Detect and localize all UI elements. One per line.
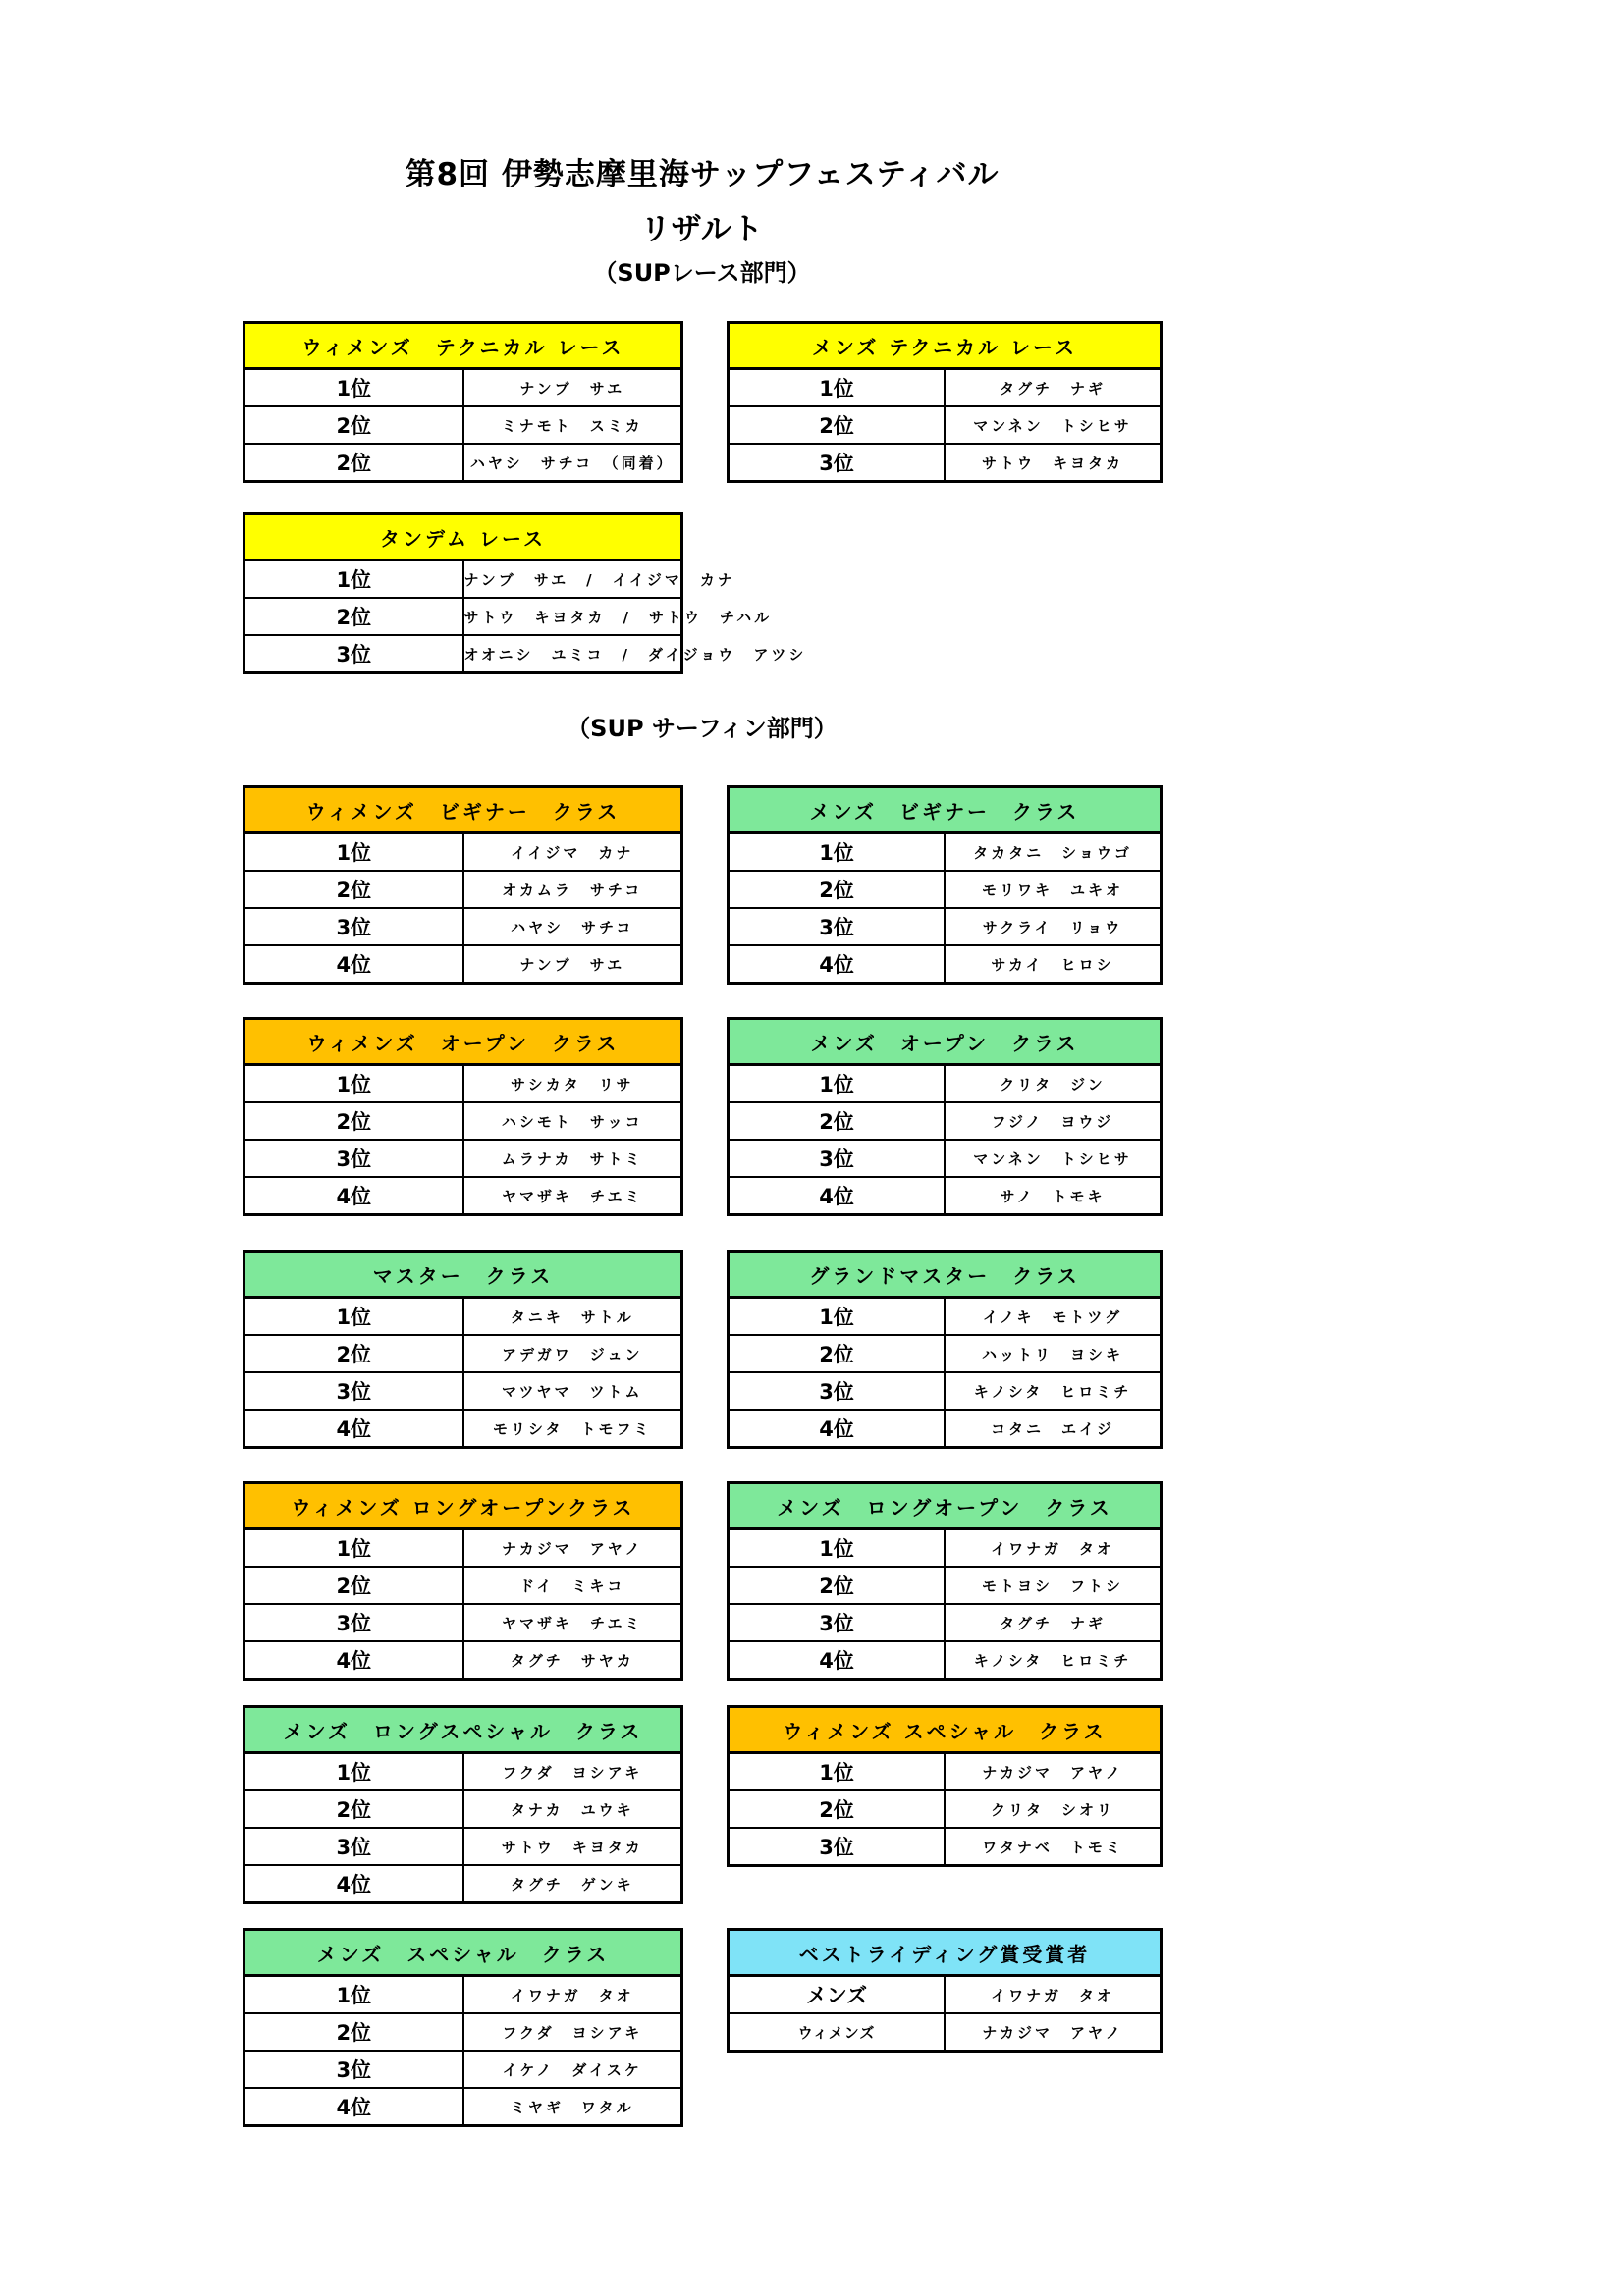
- competitor-name-cell: サトウ キヨタカ / サトウ チハル: [463, 598, 682, 635]
- competitor-name-cell: モトヨシ フトシ: [945, 1567, 1162, 1604]
- table-row: [244, 1641, 682, 1680]
- table-row: [729, 1298, 1162, 1336]
- competitor-name-cell: モリシタ トモフミ: [463, 1410, 682, 1448]
- rank-cell: 1位: [244, 1976, 463, 2014]
- competitor-name-cell: イケノ ダイスケ: [463, 2051, 682, 2088]
- rank-cell: 2位: [244, 2013, 463, 2051]
- competitor-name-cell: ムラナカ サトミ: [463, 1140, 682, 1177]
- rank-cell: 1位: [244, 369, 463, 407]
- competitor-name-cell: イワナガ タオ: [945, 1529, 1162, 1568]
- competitor-name-cell: フクダ ヨシアキ: [463, 2013, 682, 2051]
- table-row: [244, 2051, 682, 2088]
- rank-cell: 2位: [244, 871, 463, 908]
- competitor-name-cell: キノシタ ヒロミチ: [945, 1641, 1162, 1680]
- table-row: [729, 1529, 1162, 1568]
- rank-cell: 4位: [244, 2088, 463, 2126]
- rank-cell: 2位: [244, 444, 463, 482]
- table-header-title: ベストライディング賞受賞者: [729, 1930, 1162, 1976]
- table-header-title: グランドマスター クラス: [729, 1252, 1162, 1298]
- rank-cell: ウィメンズ: [729, 2013, 946, 2052]
- rank-cell: 2位: [244, 1335, 463, 1372]
- rank-cell: 4位: [729, 1177, 946, 1215]
- rank-cell: 2位: [244, 1102, 463, 1140]
- competitor-name-cell: オカムラ サチコ: [463, 871, 682, 908]
- results-table-tandem-race: [243, 512, 807, 674]
- competitor-name-cell: タニキ サトル: [463, 1298, 682, 1336]
- table-header-title: マスター クラス: [244, 1252, 682, 1298]
- rank-cell: 2位: [729, 1335, 946, 1372]
- rank-cell: 1位: [729, 369, 946, 407]
- table-row: [729, 1102, 1162, 1140]
- competitor-name-cell: ドイ ミキコ: [463, 1567, 682, 1604]
- table-row: [244, 1753, 682, 1791]
- results-table-mens-special: [243, 1928, 683, 2127]
- table-row: [729, 1604, 1162, 1641]
- section-heading-race: （SUPレース部門）: [593, 259, 811, 287]
- competitor-name-cell: サクライ リョウ: [945, 908, 1162, 945]
- table-row: [244, 1102, 682, 1140]
- competitor-name-cell: ヤマザキ チエミ: [463, 1177, 682, 1215]
- competitor-name-cell: タカタニ ショウゴ: [945, 833, 1162, 872]
- competitor-name-cell: クリタ ジン: [945, 1065, 1162, 1103]
- table-row: [729, 1065, 1162, 1103]
- results-table-mens-long-open: [727, 1481, 1163, 1681]
- table-header-title: メンズ オープン クラス: [729, 1019, 1162, 1065]
- rank-cell: 2位: [729, 1567, 946, 1604]
- table-row: [244, 1790, 682, 1828]
- table-row: [729, 1641, 1162, 1680]
- table-header-title: メンズ ロングオープン クラス: [729, 1483, 1162, 1529]
- table-header-title: ウィメンズ ロングオープンクラス: [244, 1483, 682, 1529]
- table-row: [729, 1372, 1162, 1410]
- competitor-name-cell: サカイ ヒロシ: [945, 945, 1162, 984]
- competitor-name-cell: ハヤシ サチコ （同着）: [463, 444, 682, 482]
- rank-cell: 2位: [729, 871, 946, 908]
- rank-cell: 3位: [244, 1372, 463, 1410]
- results-table-mens-long-special: [243, 1705, 683, 1904]
- competitor-name-cell: イイジマ カナ: [463, 833, 682, 872]
- competitor-name-cell: タグチ ナギ: [945, 369, 1162, 407]
- competitor-name-cell: タグチ サヤカ: [463, 1641, 682, 1680]
- table-row: [244, 1410, 682, 1448]
- rank-cell: 3位: [244, 635, 463, 673]
- table-row: [244, 369, 682, 407]
- table-row: [729, 833, 1162, 872]
- rank-cell: 1位: [244, 1753, 463, 1791]
- rank-cell: 2位: [729, 1790, 946, 1828]
- competitor-name-cell: キノシタ ヒロミチ: [945, 1372, 1162, 1410]
- table-row: [729, 1976, 1162, 2014]
- results-table-grandmaster: [727, 1250, 1163, 1449]
- competitor-name-cell: ナカジマ アヤノ: [945, 1753, 1162, 1791]
- rank-cell: 4位: [244, 1641, 463, 1680]
- table-row: [244, 444, 682, 482]
- results-table-mens-beginner: [727, 785, 1163, 985]
- results-table-womens-open: [243, 1017, 683, 1216]
- table-row: [729, 444, 1162, 482]
- rank-cell: 2位: [244, 598, 463, 635]
- competitor-name-cell: サトウ キヨタカ: [945, 444, 1162, 482]
- rank-cell: 2位: [729, 406, 946, 444]
- table-row: [244, 1865, 682, 1903]
- table-header-title: メンズ ロングスペシャル クラス: [244, 1707, 682, 1753]
- rank-cell: 4位: [729, 1641, 946, 1680]
- table-header-title: タンデム レース: [244, 514, 682, 561]
- rank-cell: 2位: [244, 1567, 463, 1604]
- competitor-name-cell: オオニシ ユミコ / ダイジョウ アツシ: [463, 635, 682, 673]
- competitor-name-cell: アデガワ ジュン: [463, 1335, 682, 1372]
- rank-cell: 3位: [244, 1140, 463, 1177]
- rank-cell: 1位: [729, 1298, 946, 1336]
- table-row: [244, 1976, 682, 2014]
- rank-cell: 4位: [244, 1410, 463, 1448]
- rank-cell: 3位: [729, 908, 946, 945]
- table-row: [244, 561, 682, 599]
- competitor-name-cell: フクダ ヨシアキ: [463, 1753, 682, 1791]
- competitor-name-cell: イノキ モトツグ: [945, 1298, 1162, 1336]
- competitor-name-cell: ナンブ サエ / イイジマ カナ: [463, 561, 682, 599]
- rank-cell: 3位: [729, 1372, 946, 1410]
- rank-cell: 2位: [244, 406, 463, 444]
- table-row: [244, 406, 682, 444]
- competitor-name-cell: タナカ ユウキ: [463, 1790, 682, 1828]
- rank-cell: 4位: [244, 945, 463, 984]
- competitor-name-cell: ワタナベ トモミ: [945, 1828, 1162, 1866]
- rank-cell: 1位: [244, 561, 463, 599]
- table-row: [729, 1335, 1162, 1372]
- rank-cell: 3位: [729, 1828, 946, 1866]
- competitor-name-cell: サシカタ リサ: [463, 1065, 682, 1103]
- results-table-womens-long-open: [243, 1481, 683, 1681]
- rank-cell: 4位: [729, 1410, 946, 1448]
- rank-cell: 1位: [244, 1065, 463, 1103]
- table-row: [244, 833, 682, 872]
- rank-cell: 1位: [244, 1298, 463, 1336]
- results-table-womens-technical-race: [243, 321, 683, 483]
- table-header-title: ウィメンズ テクニカル レース: [244, 323, 682, 369]
- table-row: [729, 369, 1162, 407]
- rank-cell: 1位: [244, 833, 463, 872]
- results-table-mens-technical-race: [727, 321, 1163, 483]
- rank-cell: 4位: [244, 1865, 463, 1903]
- rank-cell: 3位: [729, 444, 946, 482]
- table-row: [729, 945, 1162, 984]
- results-table-master: [243, 1250, 683, 1449]
- page-title: 第8回 伊勢志摩里海サップフェスティバル: [405, 157, 1000, 192]
- competitor-name-cell: ナンブ サエ: [463, 369, 682, 407]
- table-row: [244, 1298, 682, 1336]
- section-heading-surfing: （SUP サーフィン部門）: [567, 715, 838, 742]
- table-row: [244, 871, 682, 908]
- table-row: [729, 1828, 1162, 1866]
- competitor-name-cell: タグチ ゲンキ: [463, 1865, 682, 1903]
- table-row: [729, 1790, 1162, 1828]
- competitor-name-cell: ハシモト サッコ: [463, 1102, 682, 1140]
- table-header-title: メンズ スペシャル クラス: [244, 1930, 682, 1976]
- competitor-name-cell: サトウ キヨタカ: [463, 1828, 682, 1865]
- rank-cell: 1位: [729, 833, 946, 872]
- results-table-mens-open: [727, 1017, 1163, 1216]
- table-row: [244, 1604, 682, 1641]
- competitor-name-cell: コタニ エイジ: [945, 1410, 1162, 1448]
- rank-cell: 3位: [244, 1604, 463, 1641]
- competitor-name-cell: マンネン トシヒサ: [945, 1140, 1162, 1177]
- table-row: [729, 871, 1162, 908]
- competitor-name-cell: ヤマザキ チエミ: [463, 1604, 682, 1641]
- rank-cell: 3位: [244, 2051, 463, 2088]
- table-row: [729, 1410, 1162, 1448]
- competitor-name-cell: ハットリ ヨシキ: [945, 1335, 1162, 1372]
- rank-cell: 1位: [729, 1065, 946, 1103]
- table-row: [729, 2013, 1162, 2052]
- rank-cell: 2位: [244, 1790, 463, 1828]
- rank-cell: 4位: [729, 945, 946, 984]
- table-row: [244, 635, 682, 673]
- results-table-womens-beginner: [243, 785, 683, 985]
- competitor-name-cell: タグチ ナギ: [945, 1604, 1162, 1641]
- rank-cell: 3位: [729, 1140, 946, 1177]
- competitor-name-cell: ナカジマ アヤノ: [463, 1529, 682, 1568]
- rank-cell: 3位: [244, 908, 463, 945]
- table-row: [729, 406, 1162, 444]
- table-row: [729, 1567, 1162, 1604]
- competitor-name-cell: イワナガ タオ: [945, 1976, 1162, 2014]
- table-row: [244, 1177, 682, 1215]
- competitor-name-cell: マンネン トシヒサ: [945, 406, 1162, 444]
- table-row: [244, 598, 682, 635]
- table-row: [244, 908, 682, 945]
- table-row: [244, 945, 682, 984]
- rank-cell: 3位: [244, 1828, 463, 1865]
- rank-cell: 1位: [729, 1753, 946, 1791]
- competitor-name-cell: マツヤマ ツトム: [463, 1372, 682, 1410]
- table-header-title: ウィメンズ オープン クラス: [244, 1019, 682, 1065]
- competitor-name-cell: クリタ シオリ: [945, 1790, 1162, 1828]
- competitor-name-cell: ハヤシ サチコ: [463, 908, 682, 945]
- table-row: [244, 1065, 682, 1103]
- competitor-name-cell: ナンブ サエ: [463, 945, 682, 984]
- competitor-name-cell: サノ トモキ: [945, 1177, 1162, 1215]
- table-header-title: ウィメンズ スペシャル クラス: [729, 1707, 1162, 1753]
- table-row: [729, 1140, 1162, 1177]
- table-row: [244, 1828, 682, 1865]
- table-row: [244, 1567, 682, 1604]
- rank-cell: 1位: [729, 1529, 946, 1568]
- competitor-name-cell: フジノ ヨウジ: [945, 1102, 1162, 1140]
- table-row: [244, 1140, 682, 1177]
- results-table-womens-special: [727, 1705, 1163, 1867]
- rank-cell: メンズ: [729, 1976, 946, 2014]
- table-row: [729, 1753, 1162, 1791]
- table-row: [244, 2088, 682, 2126]
- table-row: [244, 1372, 682, 1410]
- rank-cell: 4位: [244, 1177, 463, 1215]
- rank-cell: 2位: [729, 1102, 946, 1140]
- table-header-title: メンズ ビギナー クラス: [729, 787, 1162, 833]
- table-row: [244, 1335, 682, 1372]
- table-row: [244, 1529, 682, 1568]
- table-header-title: メンズ テクニカル レース: [729, 323, 1162, 369]
- table-row: [729, 908, 1162, 945]
- table-row: [244, 2013, 682, 2051]
- rank-cell: 3位: [729, 1604, 946, 1641]
- table-row: [729, 1177, 1162, 1215]
- competitor-name-cell: ミヤギ ワタル: [463, 2088, 682, 2126]
- competitor-name-cell: ナカジマ アヤノ: [945, 2013, 1162, 2052]
- competitor-name-cell: イワナガ タオ: [463, 1976, 682, 2014]
- rank-cell: 1位: [244, 1529, 463, 1568]
- table-header-title: ウィメンズ ビギナー クラス: [244, 787, 682, 833]
- page-subtitle: リザルト: [640, 212, 764, 247]
- competitor-name-cell: ミナモト スミカ: [463, 406, 682, 444]
- competitor-name-cell: モリワキ ユキオ: [945, 871, 1162, 908]
- results-table-best-riding-award: [727, 1928, 1163, 2053]
